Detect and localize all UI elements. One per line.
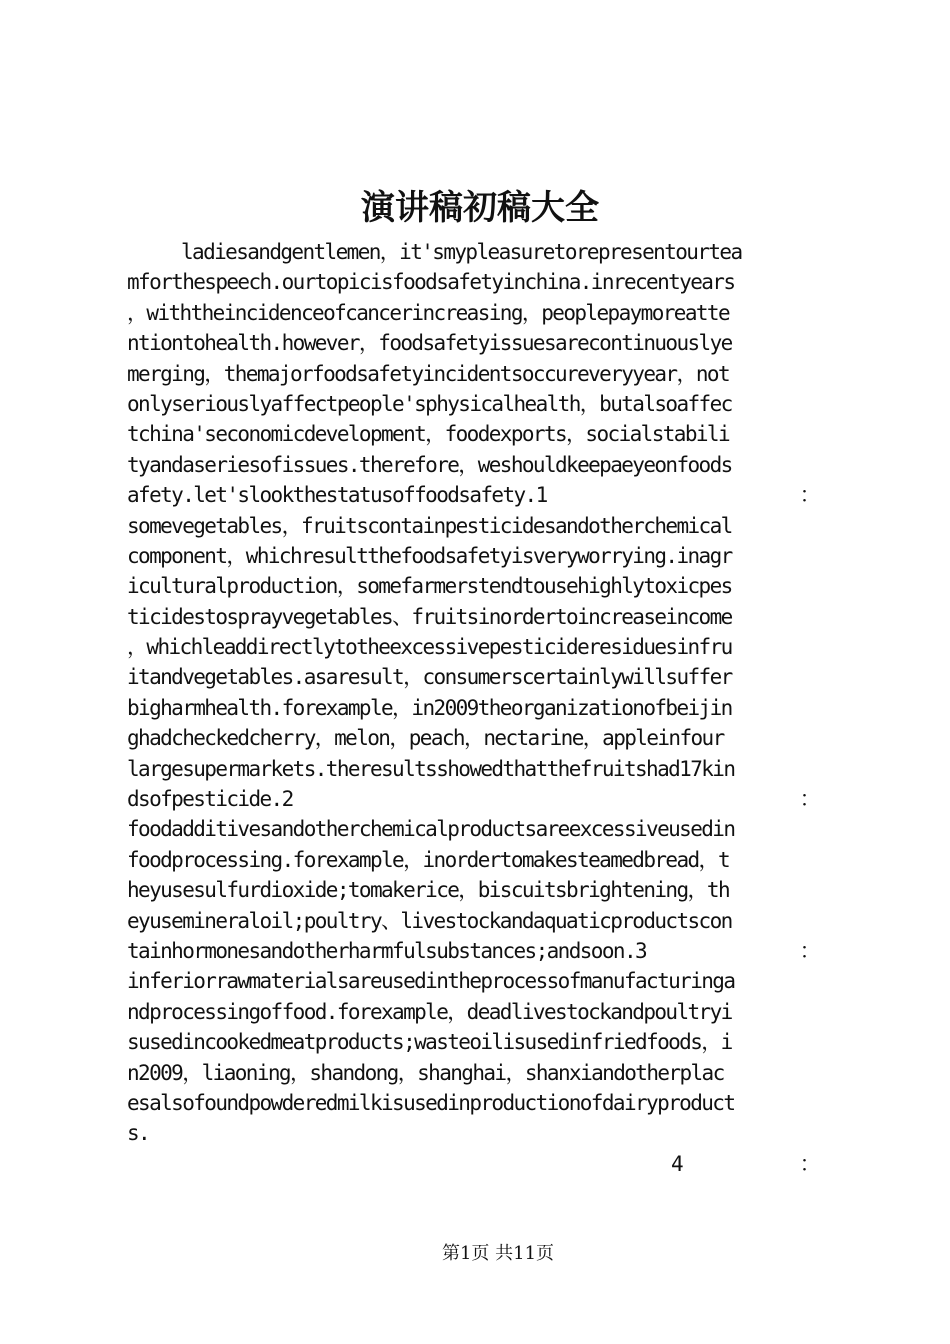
text-line: tchina'seconomicdevelopment，foodexports，socialstabili — [127, 422, 729, 447]
text-line — [127, 480, 833, 510]
text-line: foodadditivesandotherchemicalproductsareexcessiveusedin — [127, 817, 735, 842]
text-line: ntiontohealth.however，foodsafetyissuesarecontinuouslye — [127, 331, 732, 356]
text-line: eyusemineraloil;poultry、livestockandaquaticproductscon — [127, 908, 732, 933]
text-line: esalsofoundpowderedmilkisusedinproductionofdairyproduct — [127, 1090, 735, 1115]
document-title: 演讲稿初稿大全 — [361, 188, 599, 228]
text-line: somevegetables，fruitscontainpesticidesandotherchemical — [127, 513, 732, 538]
text-line: onlyseriouslyaffectpeople'sphysicalhealth，butalsoaffec — [127, 391, 732, 416]
page-footer: 第1页 共11页 — [441, 1243, 555, 1264]
text-line: ndprocessingoffood.forexample，deadlivestockandpoultryi — [127, 999, 732, 1024]
text-line-colon: ： — [799, 483, 819, 508]
text-line-colon: ： — [799, 1151, 819, 1176]
text-line-colon: ： — [799, 787, 819, 812]
text-line: susedincookedmeatproducts;wasteoilisusedinfriedfoods，i — [127, 1030, 732, 1055]
text-line: n2009，liaoning，shandong，shanghai，shanxiandotherplac — [127, 1060, 724, 1085]
text-line: heyusesulfurdioxide;tomakerice，biscuitsbrightening，th — [127, 878, 729, 903]
text-line-content: 4 — [671, 1151, 683, 1176]
text-line — [127, 784, 833, 814]
text-line: ，withtheincidenceofcancerincreasing，peoplepaymoreatte — [127, 300, 729, 325]
text-line: ladiesandgentlemen，it'smypleasuretorepresentourtea — [181, 240, 742, 264]
text-line-colon: ： — [799, 938, 819, 963]
text-line: inferiorrawmaterialsareusedintheprocessofmanufacturinga — [127, 969, 735, 994]
text-line: ticidestosprayvegetables、fruitsinordertoincreaseincome — [127, 604, 732, 629]
text-line-content: tainhormonesandotherharmfulsubstances;andsoon.3 — [127, 938, 647, 963]
text-line: merging，themajorfoodsafetyincidentsoccureveryyear，not — [127, 361, 729, 386]
text-line — [127, 1149, 833, 1179]
text-line: largesupermarkets.theresultsshowedthatthefruitshad17kin — [127, 756, 735, 781]
text-line-content: dsofpesticide.2 — [127, 787, 293, 812]
text-line: component，whichresultthefoodsafetyisveryworrying.inagr — [127, 543, 732, 568]
text-line: itandvegetables.asaresult，consumerscertainlywillsuffer — [127, 665, 732, 690]
text-line: bigharmhealth.forexample，in2009theorganizationofbeijin — [127, 695, 732, 720]
text-line: foodprocessing.forexample，inordertomakesteamedbread，t — [127, 847, 729, 872]
text-line-content: afety.let'slookthestatusoffoodsafety.1 — [127, 483, 547, 508]
text-line: mforthespeech.ourtopicisfoodsafetyinchina.inrecentyears — [127, 270, 735, 295]
text-line: tyandaseriesofissues.therefore，weshouldkeepaeyeonfoods — [127, 452, 732, 477]
text-line: ，whichleaddirectlytotheexcessivepesticideresiduesinfru — [127, 635, 732, 660]
text-line — [127, 936, 833, 966]
text-line: s. — [127, 1121, 150, 1146]
text-line: ghadcheckedcherry，melon，peach，nectarine，appleinfour — [127, 726, 724, 751]
document-body — [127, 237, 833, 1179]
text-line: iculturalproduction，somefarmerstendtousehighlytoxicpes — [127, 574, 732, 599]
